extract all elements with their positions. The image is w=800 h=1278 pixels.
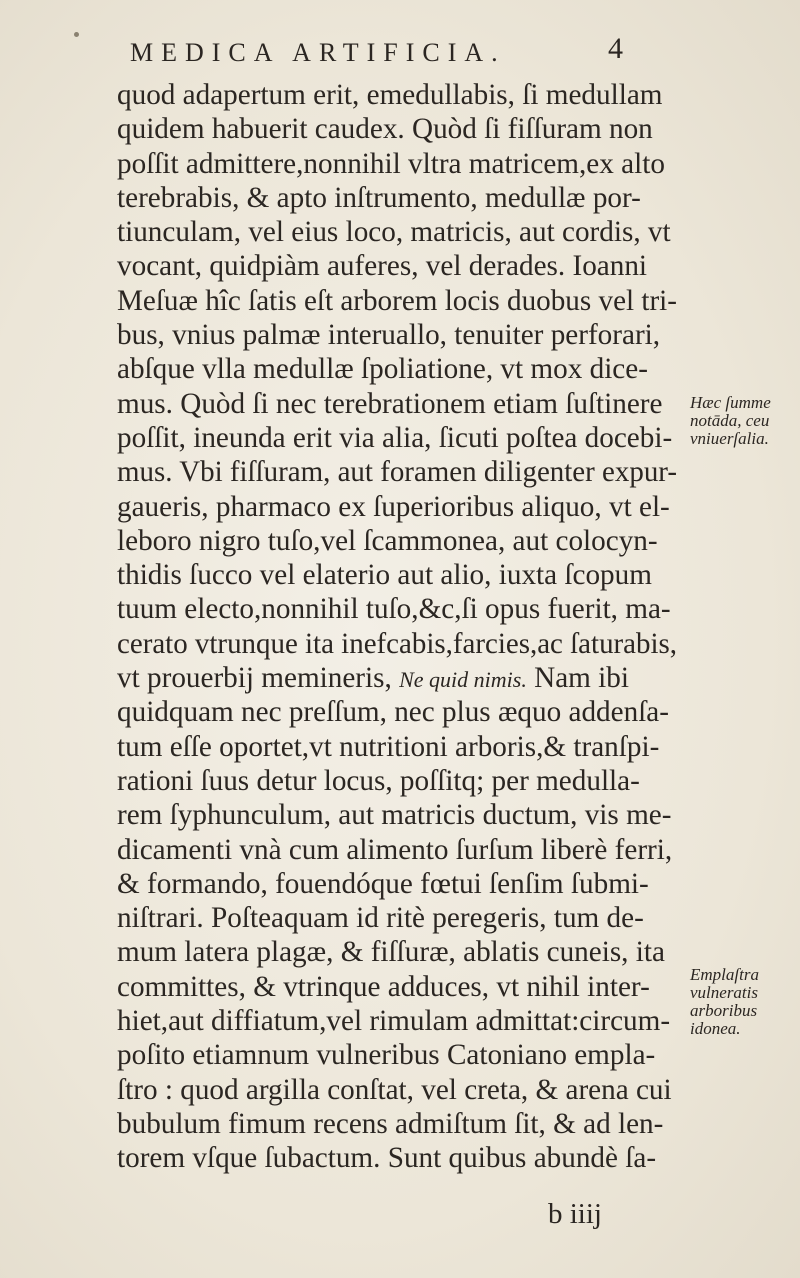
italic-phrase: Ne quid nimis.: [399, 667, 527, 693]
marginal-note-line: vniuerſalia.: [690, 429, 769, 448]
text-line: & formando, fouendóque fœtui ſenſim ſubmi-: [117, 867, 649, 900]
text-line: cerato vtrunque ita inefcabis,farcies,ac ſaturabis,: [117, 627, 678, 660]
text-line: tiunculam, vel eius loco, matricis, aut cordis, vt: [117, 216, 671, 249]
text-line: poſito etiamnum vulneribus Catoniano empla-: [117, 1039, 656, 1072]
text-line: vt prouerbij memineris, Ne quid nimis. Nam ibi: [117, 662, 629, 695]
signature-mark: b iiij: [548, 1198, 602, 1230]
marginal-note-line: Hæc ſumme: [690, 393, 771, 412]
text-line: rationi ſuus detur locus, poſſitq; per medulla-: [117, 764, 640, 797]
text-line: Meſuæ hîc ſatis eſt arborem locis duobus vel tri-: [117, 284, 677, 317]
ink-speck: [74, 32, 79, 37]
text-line: tuum electo,nonnihil tuſo,&c,ſi opus fuerit, ma-: [117, 593, 671, 626]
marginal-note-plasters: [690, 966, 759, 1038]
text-line: quidquam nec preſſum, nec plus æquo addenſa-: [117, 696, 669, 729]
text-line: leboro nigro tuſo,vel ſcammonea, aut colocyn-: [117, 524, 658, 557]
marginal-note-line: vulneratis: [690, 983, 758, 1002]
marginal-note-line: idonea.: [690, 1019, 741, 1038]
text-line: gaueris, pharmaco ex ſuperioribus aliquo, vt el-: [117, 490, 670, 523]
text-line: hiet,aut diffiatum,vel rimulam admittat:circum-: [117, 1005, 671, 1038]
text-line: mum latera plagæ, & fiſſuræ, ablatis cuneis, ita: [117, 936, 665, 969]
text-line: abſque vlla medullæ ſpoliatione, vt mox dice-: [117, 353, 648, 386]
text-line: bubulum fimum recens admiſtum ſit, & ad len-: [117, 1107, 664, 1140]
text-line: bus, vnius palmæ interuallo, tenuiter perforari,: [117, 319, 661, 352]
text-line: tum eſſe oportet,vt nutritioni arboris,& tranſpi-: [117, 730, 660, 763]
text-line: dicamenti vnà cum alimento ſurſum liberè ferri,: [117, 833, 673, 866]
text-line: quod adapertum erit, emedullabis, ſi medullam: [117, 79, 663, 111]
text-line: poſſit admittere,nonnihil vltra matricem,ex alto: [117, 147, 665, 180]
text-line: mus. Vbi fiſſuram, aut foramen diligenter expur-: [117, 456, 678, 489]
text-line: thidis ſucco vel elaterio aut alio, iuxta ſcopum: [117, 559, 652, 592]
text-line: rem ſyphunculum, aut matricis ductum, vis me-: [117, 799, 672, 832]
text-line: poſſit, ineunda erit via alia, ſicuti poſtea docebi-: [117, 421, 673, 454]
text-line: torem vſque ſubactum. Sunt quibus abundè ſa-: [117, 1142, 657, 1175]
text-line: terebrabis, & apto inſtrumento, medullæ por-: [117, 181, 641, 214]
marginal-note-line: notāda, ceu: [690, 411, 770, 430]
text-line: mus. Quòd ſi nec terebrationem etiam ſuſtinere: [117, 387, 663, 420]
page-header: [130, 32, 670, 74]
text-line: ſtro : quod argilla conſtat, vel creta, & arena cui: [117, 1073, 672, 1106]
marginal-note-line: Emplaſtra: [690, 965, 759, 984]
text-line: vocant, quidpiàm auferes, vel derades. Ioanni: [117, 250, 648, 283]
marginal-note-line: arboribus: [690, 1001, 758, 1020]
text-line: committes, & vtrinque adduces, vt nihil inter-: [117, 970, 650, 1003]
page-number: 4: [608, 32, 623, 65]
running-head: MEDICA ARTIFICIA.: [130, 38, 506, 67]
text-line: quidem habuerit caudex. Quòd ſi fiſſuram non: [117, 113, 653, 146]
body-text: [117, 78, 677, 1176]
text-line: niſtrari. Poſteaquam id ritè peregeris, tum de-: [117, 902, 644, 935]
marginal-note-universal: [690, 394, 771, 448]
